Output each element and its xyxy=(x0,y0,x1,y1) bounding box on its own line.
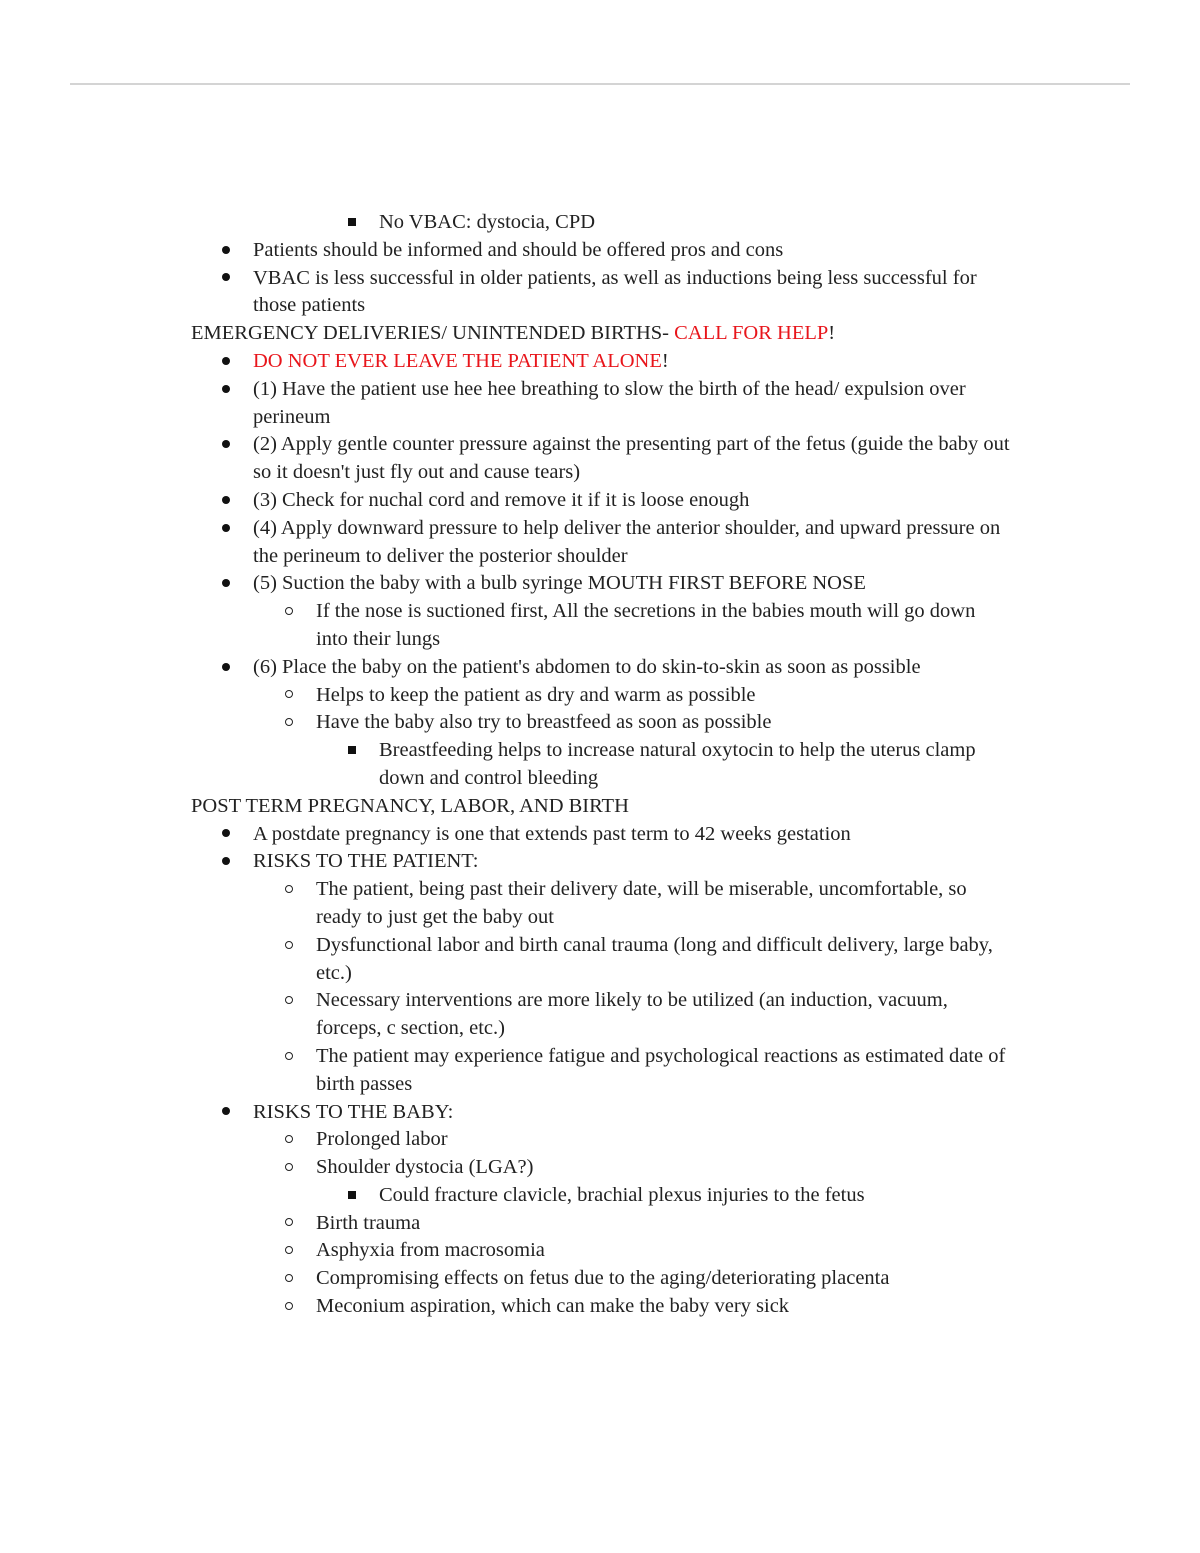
list-item-text: The patient may experience fatigue and psychological reactions as estimated date of birth passes xyxy=(316,1044,1006,1095)
bullet-square-icon xyxy=(348,209,356,237)
bullet-square-icon xyxy=(348,1182,356,1210)
list-item-level-2 xyxy=(191,1265,1011,1293)
bullet-list xyxy=(191,932,1011,988)
list-item-level-2 xyxy=(191,1043,1011,1099)
list-item-text: Patients should be informed and should be offered pros and cons xyxy=(253,238,784,261)
list-item-level-1 xyxy=(191,431,1011,487)
bullet-disc-icon xyxy=(222,848,230,876)
bullet-square-icon xyxy=(348,737,356,765)
bullet-list xyxy=(191,265,1011,321)
list-item-level-1 xyxy=(191,515,1011,571)
list-item-text: Breastfeeding helps to increase natural oxytocin to help the uterus clamp down and control bleeding xyxy=(379,739,976,789)
list-item-text: Dysfunctional labor and birth canal trauma (long and difficult delivery, large baby, etc.) xyxy=(316,933,993,984)
list-item-level-2 xyxy=(191,1210,1011,1238)
bullet-list xyxy=(191,821,1011,849)
bullet-list xyxy=(191,348,1011,376)
list-item-text: No VBAC: dystocia, CPD xyxy=(379,211,596,233)
list-item-text: Compromising effects on fetus due to the aging/deteriorating placenta xyxy=(316,1267,890,1290)
list-item-text: If the nose is suctioned first, All the secretions in the babies mouth will go down into their lungs xyxy=(316,600,976,650)
section-heading-text: EMERGENCY DELIVERIES/ UNINTENDED BIRTHS- xyxy=(191,322,675,345)
list-item-text: Birth trauma xyxy=(316,1211,421,1234)
list-item-text: A postdate pregnancy is one that extends past term to 42 weeks gestation xyxy=(253,822,851,845)
bullet-circle-icon xyxy=(285,1237,293,1265)
section-heading-text: POST TERM PREGNANCY, LABOR, AND BIRTH xyxy=(191,794,629,817)
bullet-circle-icon xyxy=(285,932,293,960)
list-item-level-2 xyxy=(191,682,1011,710)
bullet-disc-icon xyxy=(222,431,230,459)
list-item-level-2 xyxy=(191,709,1011,737)
bullet-circle-icon xyxy=(285,1210,293,1238)
bullet-list xyxy=(191,237,1011,265)
list-item-level-2 xyxy=(191,1154,1011,1182)
list-item-level-1 xyxy=(191,348,1011,376)
bullet-list xyxy=(191,209,1011,237)
bullet-disc-icon xyxy=(222,654,230,682)
list-item-level-1 xyxy=(191,821,1011,849)
list-item-level-1 xyxy=(191,487,1011,515)
bullet-circle-icon xyxy=(285,1265,293,1293)
document-body xyxy=(191,209,1011,1321)
bullet-disc-icon xyxy=(222,237,230,265)
list-item-text: Necessary interventions are more likely to be utilized (an induction, vacuum, forceps, c section, etc.) xyxy=(316,989,948,1040)
section-heading-suffix: ! xyxy=(828,322,836,345)
list-item-text: The patient, being past their delivery date, will be miserable, uncomfortable, so ready to just get the baby out xyxy=(316,878,967,928)
bullet-circle-icon xyxy=(285,598,293,626)
bullet-list xyxy=(191,515,1011,571)
list-item-text: Could fracture clavicle, brachial plexus injuries to the fetus xyxy=(379,1183,865,1206)
bullet-list xyxy=(191,682,1011,710)
bullet-circle-icon xyxy=(285,987,293,1015)
bullet-list xyxy=(191,1293,1011,1321)
list-item-text: RISKS TO THE PATIENT: xyxy=(253,850,479,873)
list-item-text: Meconium aspiration, which can make the baby very sick xyxy=(316,1295,790,1318)
bullet-list xyxy=(191,709,1011,737)
bullet-list xyxy=(191,848,1011,876)
bullet-circle-icon xyxy=(285,682,293,710)
list-item-text: Have the baby also try to breastfeed as soon as possible xyxy=(316,711,772,734)
list-item-text: Prolonged labor xyxy=(316,1128,448,1151)
bullet-circle-icon xyxy=(285,1293,293,1321)
list-item-text: RISKS TO THE BABY: xyxy=(253,1100,454,1123)
list-item-level-1 xyxy=(191,848,1011,876)
list-item-level-2 xyxy=(191,598,1011,654)
bullet-disc-icon xyxy=(222,570,230,598)
list-item-emphasis: DO NOT EVER LEAVE THE PATIENT ALONE xyxy=(253,349,662,372)
section-heading-emphasis: CALL FOR HELP xyxy=(674,322,829,345)
bullet-list xyxy=(191,376,1011,432)
list-item-level-2 xyxy=(191,987,1011,1043)
list-item-text: (2) Apply gentle counter pressure against the presenting part of the fetus (guide the baby out so it doesn't just fly out and cause tears) xyxy=(253,433,1010,484)
list-item-level-1 xyxy=(191,1099,1011,1127)
bullet-circle-icon xyxy=(285,876,293,904)
bullet-list xyxy=(191,1237,1011,1265)
list-item-level-3 xyxy=(191,1182,1011,1210)
bullet-circle-icon xyxy=(285,1126,293,1154)
list-item-level-2 xyxy=(191,876,1011,932)
bullet-circle-icon xyxy=(285,1043,293,1071)
bullet-list xyxy=(191,737,1011,793)
section-heading xyxy=(191,320,1011,348)
bullet-disc-icon xyxy=(222,1099,230,1127)
list-item-level-1 xyxy=(191,570,1011,598)
list-item-text: Shoulder dystocia (LGA?) xyxy=(316,1156,534,1179)
bullet-list xyxy=(191,431,1011,487)
list-item-text: (6) Place the baby on the patient's abdomen to do skin-to-skin as soon as possible xyxy=(253,655,921,678)
list-item-level-2 xyxy=(191,1293,1011,1321)
bullet-circle-icon xyxy=(285,1154,293,1182)
bullet-disc-icon xyxy=(222,487,230,515)
list-item-level-2 xyxy=(191,1126,1011,1154)
list-item-text: Helps to keep the patient as dry and warm as possible xyxy=(316,683,756,706)
section-heading xyxy=(191,793,1011,821)
bullet-disc-icon xyxy=(222,515,230,543)
list-item-text: VBAC is less successful in older patients, as well as inductions being less successful for those patients xyxy=(253,266,977,317)
bullet-list xyxy=(191,1182,1011,1210)
bullet-list xyxy=(191,570,1011,598)
bullet-disc-icon xyxy=(222,265,230,293)
list-item-level-1 xyxy=(191,654,1011,682)
bullet-list xyxy=(191,1099,1011,1127)
list-item-text: Asphyxia from macrosomia xyxy=(316,1239,545,1262)
list-item-text: (1) Have the patient use hee hee breathing to slow the birth of the head/ expulsion over perineum xyxy=(253,377,966,428)
list-item-text: (4) Apply downward pressure to help deliver the anterior shoulder, and upward pressure on the perineum to deliver the posterior shoulder xyxy=(253,516,1001,567)
bullet-list xyxy=(191,1126,1011,1154)
list-item-level-1 xyxy=(191,265,1011,321)
page-top-divider xyxy=(70,83,1130,85)
bullet-list xyxy=(191,1043,1011,1099)
bullet-list xyxy=(191,876,1011,932)
bullet-list xyxy=(191,987,1011,1043)
bullet-list xyxy=(191,487,1011,515)
bullet-list xyxy=(191,1265,1011,1293)
list-item-text: (3) Check for nuchal cord and remove it if it is loose enough xyxy=(253,488,750,511)
bullet-disc-icon xyxy=(222,821,230,849)
list-item-suffix: ! xyxy=(661,349,669,372)
list-item-level-2 xyxy=(191,932,1011,988)
list-item-level-1 xyxy=(191,237,1011,265)
list-item-text: (5) Suction the baby with a bulb syringe MOUTH FIRST BEFORE NOSE xyxy=(253,572,866,595)
bullet-disc-icon xyxy=(222,348,230,376)
bullet-list xyxy=(191,1210,1011,1238)
bullet-circle-icon xyxy=(285,709,293,737)
bullet-disc-icon xyxy=(222,376,230,404)
bullet-list xyxy=(191,1154,1011,1182)
list-item-level-1 xyxy=(191,376,1011,432)
list-item-level-2 xyxy=(191,1237,1011,1265)
bullet-list xyxy=(191,654,1011,682)
list-item-level-3 xyxy=(191,737,1011,793)
bullet-list xyxy=(191,598,1011,654)
list-item-level-3 xyxy=(191,209,1011,237)
